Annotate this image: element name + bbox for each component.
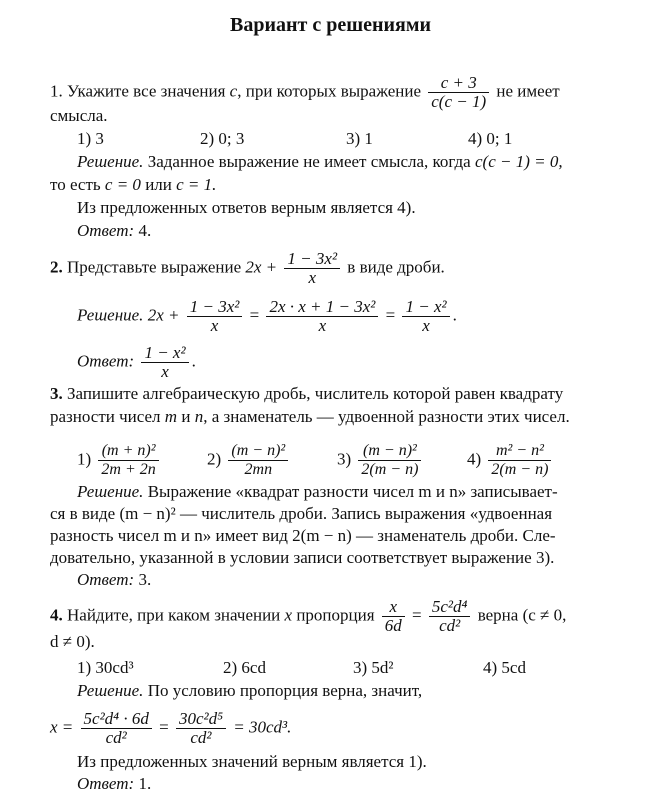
p2-answer-fraction: $\frac{\text{1 − x²}}{x}$ xyxy=(141,344,188,381)
p2-number: 2. xyxy=(50,257,63,277)
p4-option-1: 1) 30cd³ xyxy=(77,658,134,677)
p3-number: 3. xyxy=(50,384,63,403)
p2-solution-fraction-1: $\frac{\text{1 − 3x²}}{x}$ xyxy=(187,298,243,335)
p1-question: 1. Укажите все значения c, при которых выражение $\frac{c + 3}{c(c - 1)}$ не имеет xyxy=(50,73,560,111)
p4-question: 4. Найдите, при каком значении x пропорция $\frac{x}{6d}$ = $\frac{\text{5c²d⁴}}{\text{cd²}}$ верна (c ≠ 0, xyxy=(50,597,567,635)
p3-question-line1: 3. Запишите алгебраическую дробь, числитель которой равен квадрату xyxy=(50,384,564,403)
p4-fraction-1: $\frac{x}{6d}$ xyxy=(382,598,405,635)
p1-option-4: 4) 0; 1 xyxy=(468,129,513,148)
p4-answer: Ответ: 1. xyxy=(77,774,152,793)
p1-option-2: 2) 0; 3 xyxy=(200,129,245,148)
p4-solution-line1: Решение. По условию пропорция верна, значит, xyxy=(77,681,423,700)
p2-answer: Ответ: $\frac{\text{1 − x²}}{x}$ . xyxy=(77,343,196,381)
p3-solution-line3: разность чисел m и n» имеет вид 2(m − n) — знаменатель дроби. Сле- xyxy=(50,526,556,545)
p1-number: 1. xyxy=(50,81,63,101)
p2-solution: Решение. 2x + $\frac{\text{1 − 3x²}}{x}$ = $\frac{\text{2x · x + 1 − 3x²}}{x}$ = $\frac{\text{1 − x²}}{x}$ . xyxy=(77,297,457,335)
p3-option-4: 4) $\frac{\text{m² − n²}}{2(m - n)}$ xyxy=(467,442,554,479)
p2-fraction: $\frac{\text{1 − 3x²}}{x}$ xyxy=(284,250,340,287)
p1-question-line2: смысла. xyxy=(50,106,108,125)
p1-answer: Ответ: 4. xyxy=(77,221,152,240)
page-title: Вариант с решениями xyxy=(230,14,431,36)
p3-option-1: 1) $\frac{\text{(m + n)²}}{2m + 2n}$ xyxy=(77,442,207,479)
p3-solution-line2: ся в виде (m − n)² — числитель дроби. Запись выражения «удвоенная xyxy=(50,504,553,523)
p1-solution-label: Решение. xyxy=(77,152,144,171)
p4-number: 4. xyxy=(50,605,63,625)
p4-option-2: 2) 6cd xyxy=(223,658,266,677)
p4-fraction-2: $\frac{\text{5c²d⁴}}{\text{cd²}}$ xyxy=(429,598,471,635)
p2-question: 2. Представьте выражение 2x + $\frac{\text{1 − 3x²}}{x}$ в виде дроби. xyxy=(50,249,445,287)
p3-answer: Ответ: 3. xyxy=(77,570,152,589)
p2-solution-fraction-3: $\frac{\text{1 − x²}}{x}$ xyxy=(402,298,449,335)
p4-question-line2: d ≠ 0). xyxy=(50,632,95,651)
p4-options xyxy=(77,657,526,679)
p1-solution-line1: Решение. Заданное выражение не имеет смысла, когда c(c − 1) = 0, xyxy=(77,152,563,171)
p3-option-3: 3) $\frac{\text{(m − n)²}}{2(m - n)}$ xyxy=(337,442,467,479)
p3-solution-label: Решение. xyxy=(77,482,144,501)
p3-solution-line1: Решение. Выражение «квадрат разности чисел m и n» записывает- xyxy=(77,482,558,501)
p1-options xyxy=(77,128,512,150)
p1-option-1: 1) 3 xyxy=(77,129,104,148)
p4-solution-line3: Из предложенных значений верным является 1). xyxy=(77,752,427,771)
p4-solution-fraction-1: $\frac{\text{5c²d⁴ · 6d}}{\text{cd²}}$ xyxy=(81,710,152,747)
p2-solution-label: Решение. xyxy=(77,305,144,325)
p4-solution-label: Решение. xyxy=(77,681,144,700)
p4-option-3: 3) 5d² xyxy=(353,658,394,677)
p3-option-2: 2) $\frac{\text{(m − n)²}}{2mn}$ xyxy=(207,442,337,479)
p1-fraction: $\frac{c + 3}{c(c - 1)}$ xyxy=(428,74,489,111)
p3-question-line2: разности чисел m и n, а знаменатель — удвоенной разности этих чисел. xyxy=(50,407,570,426)
p2-solution-fraction-2: $\frac{\text{2x · x + 1 − 3x²}}{x}$ xyxy=(266,298,378,335)
p4-option-4: 4) 5cd xyxy=(483,658,526,677)
p4-solution-line2: x = $\frac{\text{5c²d⁴ · 6d}}{\text{cd²}}$ = $\frac{\text{30c²d⁵}}{\text{cd²}}$ = 30cd³. xyxy=(50,709,292,747)
p3-options xyxy=(77,442,554,479)
p4-solution-fraction-2: $\frac{\text{30c²d⁵}}{\text{cd²}}$ xyxy=(176,710,226,747)
p1-solution-line2: то есть c = 0 или c = 1. xyxy=(50,175,217,194)
p1-solution-line3: Из предложенных ответов верным является 4). xyxy=(77,198,416,217)
p3-solution-line4: довательно, указанной в условии записи соответствует выражение 3). xyxy=(50,548,555,567)
p1-option-3: 3) 1 xyxy=(346,129,373,148)
